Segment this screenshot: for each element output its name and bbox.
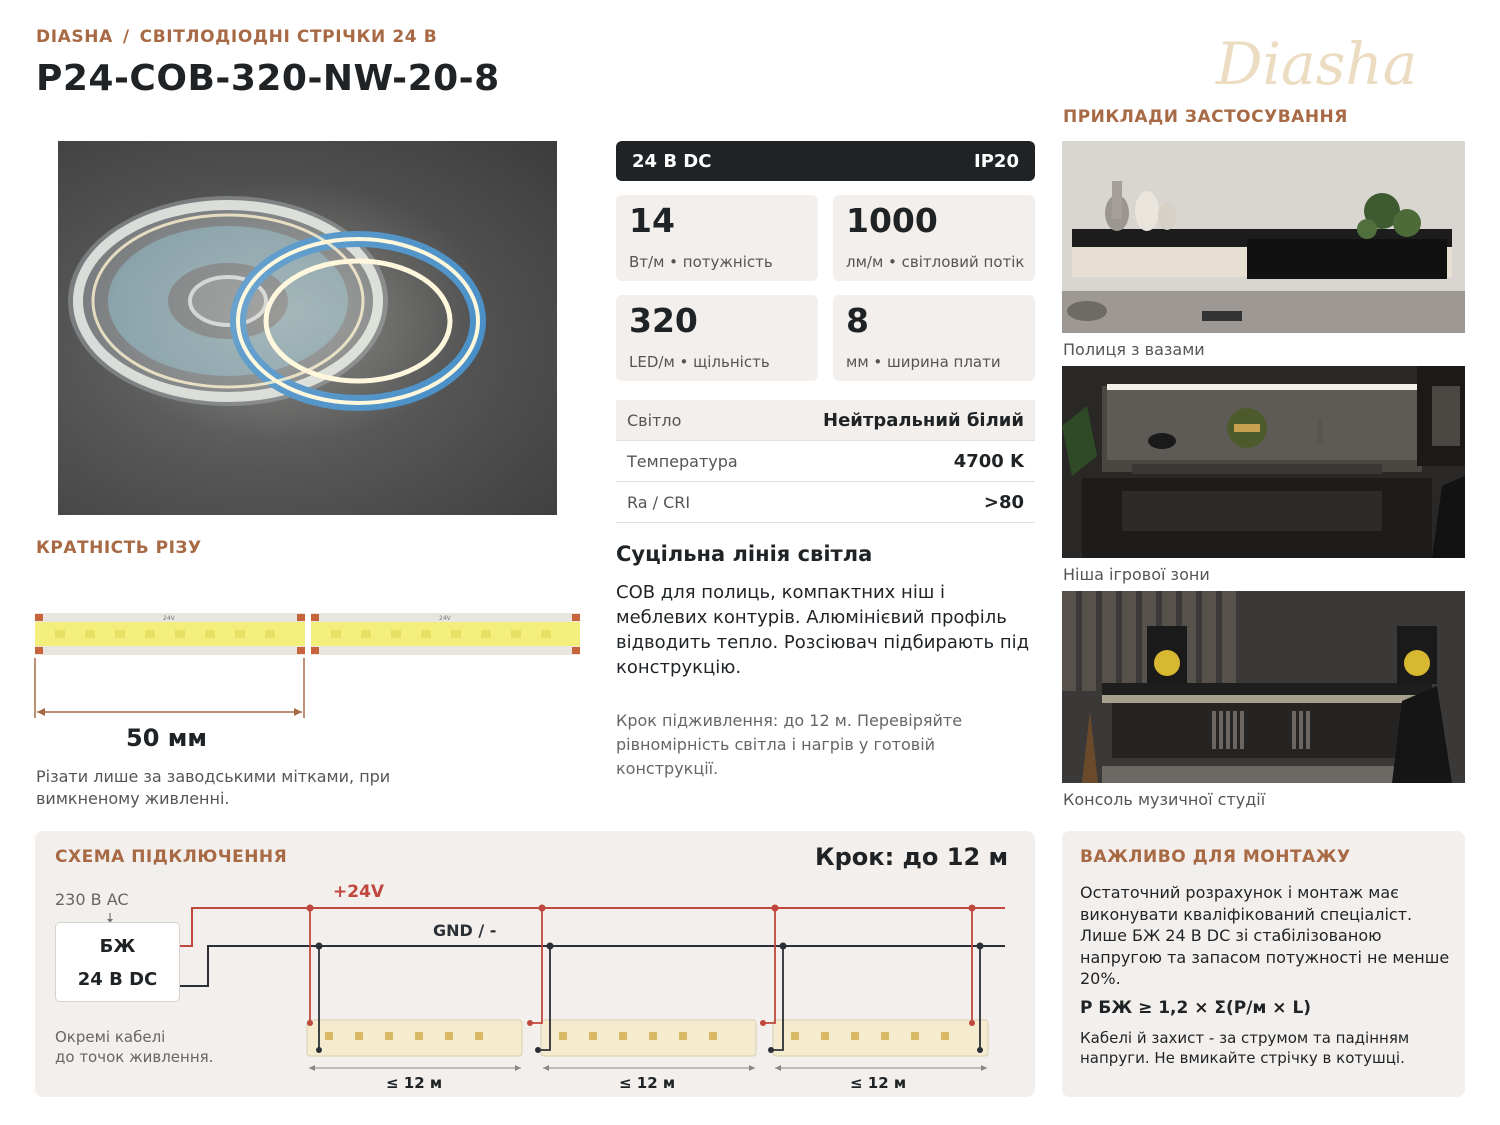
strip-block-3 — [773, 1020, 988, 1056]
application-caption: Ніша ігрової зони — [1063, 565, 1210, 584]
spec-tile-label: лм/м • світловий потік — [846, 253, 1025, 271]
breadcrumb-brand[interactable]: DIASHA — [36, 27, 113, 47]
ip-rating: IP20 — [974, 150, 1019, 172]
spec-tile-flux — [833, 195, 1035, 281]
spec-tile-width — [833, 295, 1035, 381]
spec-tile-label: мм • ширина плати — [846, 353, 1001, 371]
prop-row-light — [616, 400, 1035, 441]
product-photo — [58, 141, 557, 515]
studio-console-illustration — [1062, 591, 1465, 783]
cut-length: 50 мм — [126, 724, 207, 752]
voltage-label: 24 В DC — [632, 150, 712, 172]
strip-segment-2 — [311, 613, 580, 655]
wiring-step: Крок: до 12 м — [815, 843, 1009, 871]
install-title: ВАЖЛИВО ДЛЯ МОНТАЖУ — [1080, 847, 1351, 867]
gnd-bus-label: GND / - — [433, 921, 497, 940]
wiring-note-line: до точок живлення. — [55, 1048, 214, 1066]
prop-key: Температура — [627, 451, 738, 471]
install-text: Остаточний розрахунок і монтаж має виконувати кваліфікований спеціаліст. Лише БЖ 24 В DC зі стабілізованою напругою та запасом потужності не менше 20%. — [1080, 883, 1450, 988]
segment-length-label: ≤ 12 м — [850, 1074, 907, 1092]
breadcrumb — [36, 27, 437, 47]
strip-label: 24V — [439, 615, 451, 622]
psu-label: БЖ — [99, 936, 136, 957]
segment-length-label: ≤ 12 м — [619, 1074, 676, 1092]
cut-dimension-arrow — [33, 656, 308, 720]
psu-voltage: 24 В DC — [77, 969, 158, 990]
gaming-niche-illustration — [1062, 366, 1465, 558]
brand-logo-text: Diasha — [1216, 30, 1418, 98]
strip-segment-1 — [35, 613, 305, 655]
page-title: P24-COB-320-NW-20-8 — [36, 58, 500, 99]
spec-tile-label: Вт/м • потужність — [629, 253, 773, 271]
wiring-note — [55, 1027, 213, 1067]
led-reel-illustration — [58, 141, 557, 515]
description-heading: Суцільна лінія світла — [616, 542, 873, 566]
spec-tile-value: 14 — [629, 201, 675, 240]
brand-logo — [1212, 22, 1452, 102]
description-note: Крок підживлення: до 12 м. Перевіряйте рівномірність світла і нагрів у готовій конструкції. — [616, 711, 963, 778]
spec-tile-power — [616, 195, 818, 281]
segment-length-label: ≤ 12 м — [386, 1074, 443, 1092]
strip-block-2 — [541, 1020, 756, 1056]
spec-header-bar — [616, 141, 1035, 181]
prop-row-cri — [616, 482, 1035, 523]
application-photo-gaming[interactable] — [1062, 366, 1465, 558]
wiring-title: СХЕМА ПІДКЛЮЧЕННЯ — [55, 847, 288, 867]
plus-bus-label: +24V — [333, 882, 385, 902]
spec-tile-label: LED/м • щільність — [629, 353, 770, 371]
strip-block-1 — [307, 1020, 522, 1056]
applications-title: ПРИКЛАДИ ЗАСТОСУВАННЯ — [1063, 107, 1348, 127]
spec-tile-value: 320 — [629, 301, 698, 340]
ac-input-label: 230 В AC — [55, 890, 129, 909]
prop-key: Світло — [627, 410, 682, 430]
strip-label: 24V — [163, 615, 175, 622]
description-text: COB для полиць, компактних ніш і меблевих контурів. Алюмінієвий профіль відводить тепло. Розсіювач підбирають під конструкцію. — [616, 582, 1030, 678]
prop-value: Нейтральний білий — [823, 409, 1024, 431]
breadcrumb-category[interactable]: СВІТЛОДІОДНІ СТРІЧКИ 24 В — [139, 27, 438, 47]
shelf-illustration — [1062, 141, 1465, 333]
prop-value: >80 — [983, 491, 1024, 513]
power-formula: P БЖ ≥ 1,2 × Σ(P/м × L) — [1080, 998, 1312, 1018]
prop-row-temperature — [616, 441, 1035, 482]
application-photo-shelf[interactable] — [1062, 141, 1465, 333]
prop-key: Ra / CRI — [627, 492, 691, 512]
wiring-note-line: Окремі кабелі — [55, 1028, 166, 1046]
power-supply-box — [55, 922, 180, 1002]
prop-value: 4700 K — [953, 450, 1024, 472]
application-caption: Консоль музичної студії — [1063, 790, 1266, 809]
spec-tile-value: 1000 — [846, 201, 938, 240]
cut-section-title: КРАТНІСТЬ РІЗУ — [36, 538, 202, 558]
application-caption: Полиця з вазами — [1063, 340, 1205, 359]
cut-note: Різати лише за заводськими мітками, при вимкненому живленні. — [36, 767, 391, 808]
application-photo-studio[interactable] — [1062, 591, 1465, 783]
install-note: Кабелі й захист - за струмом та падінням напруги. Не вмикайте стрічку в котушці. — [1080, 1029, 1410, 1067]
spec-tile-density — [616, 295, 818, 381]
breadcrumb-separator: / — [122, 27, 130, 47]
spec-tile-value: 8 — [846, 301, 869, 340]
